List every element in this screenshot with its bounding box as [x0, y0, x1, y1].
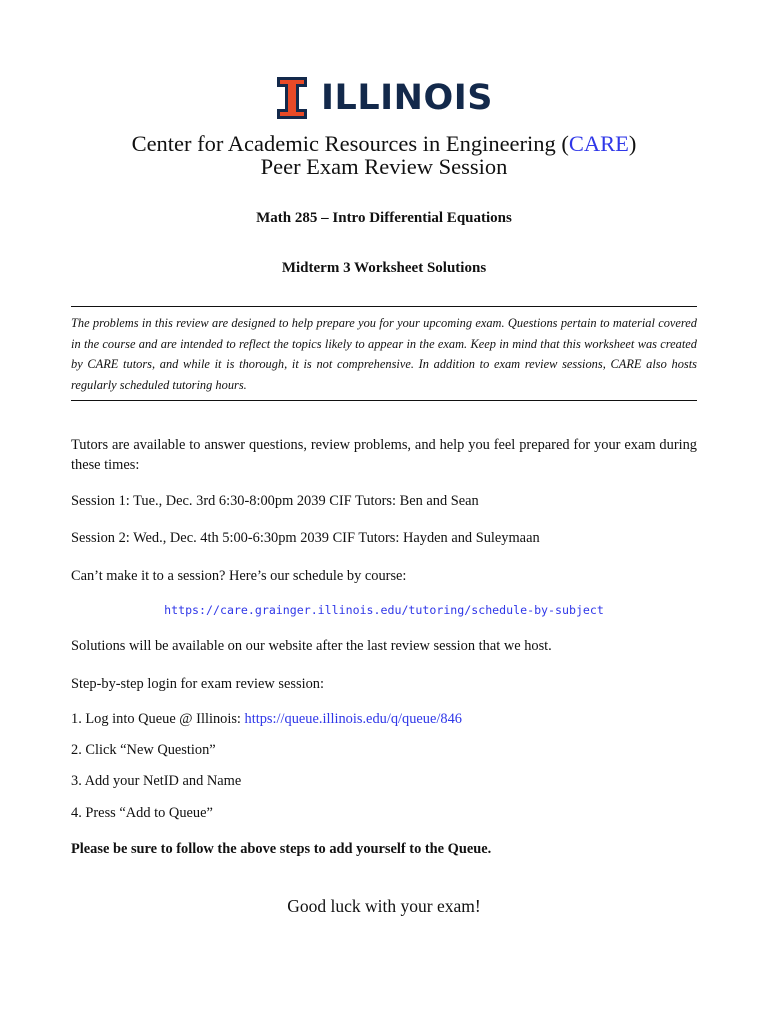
queue-link[interactable]: https://queue.illinois.edu/q/queue/846 [244, 711, 462, 727]
title-suffix: ) [628, 131, 637, 156]
closing-message: Good luck with your exam! [287, 896, 481, 916]
login-step-1 [71, 709, 697, 729]
session-1-info: Session 1: Tue., Dec. 3rd 6:30-8:00pm 2039 CIF Tutors: Ben and Sean [71, 493, 479, 509]
login-step-2: 2. Click “New Question” [71, 742, 216, 758]
care-link[interactable]: CARE [568, 131, 629, 156]
illinois-logo [277, 76, 493, 120]
logo-wordmark: ILLINOIS [321, 78, 493, 118]
intro-paragraph: Tutors are available to answer questions, review problems, and help you feel prepared for your exam during these times: [71, 437, 697, 473]
login-step-4: 4. Press “Add to Queue” [71, 805, 213, 821]
login-step-3: 3. Add your NetID and Name [71, 773, 242, 789]
block-i-icon [277, 77, 307, 119]
document-title: Midterm 3 Worksheet Solutions [281, 260, 487, 276]
step-1-text: 1. Log into Queue @ Illinois: [71, 711, 245, 727]
page-title-line2: Peer Exam Review Session [260, 154, 508, 179]
title-prefix: Center for Academic Resources in Engineering ( [131, 131, 569, 156]
queue-reminder: Please be sure to follow the above steps to add yourself to the Queue. [71, 841, 492, 857]
divider-bottom [71, 400, 697, 401]
solutions-note: Solutions will be available on our website after the last review session that we host. [71, 638, 552, 654]
session-2-info: Session 2: Wed., Dec. 4th 5:00-6:30pm 2039 CIF Tutors: Hayden and Suleymaan [71, 530, 540, 546]
schedule-link[interactable]: https://care.grainger.illinois.edu/tutoring/schedule-by-subject [164, 603, 604, 617]
course-title: Math 285 – Intro Differential Equations [256, 210, 512, 226]
schedule-intro: Can’t make it to a session? Here’s our schedule by course: [71, 568, 407, 584]
disclaimer-text: The problems in this review are designed to help prepare you for your upcoming exam. Questions pertain to material covered in the course and are intended to reflect the topics likely to appear in the exam. Keep in mind that this worksheet was created by CARE tutors, and while it is thorough, it is not comprehensive. In addition to exam review sessions, CARE also hosts regularly scheduled tutoring hours. [71, 316, 697, 392]
page-title-line1 [0, 132, 768, 156]
login-heading: Step-by-step login for exam review session: [71, 676, 324, 692]
divider-top [71, 306, 697, 307]
